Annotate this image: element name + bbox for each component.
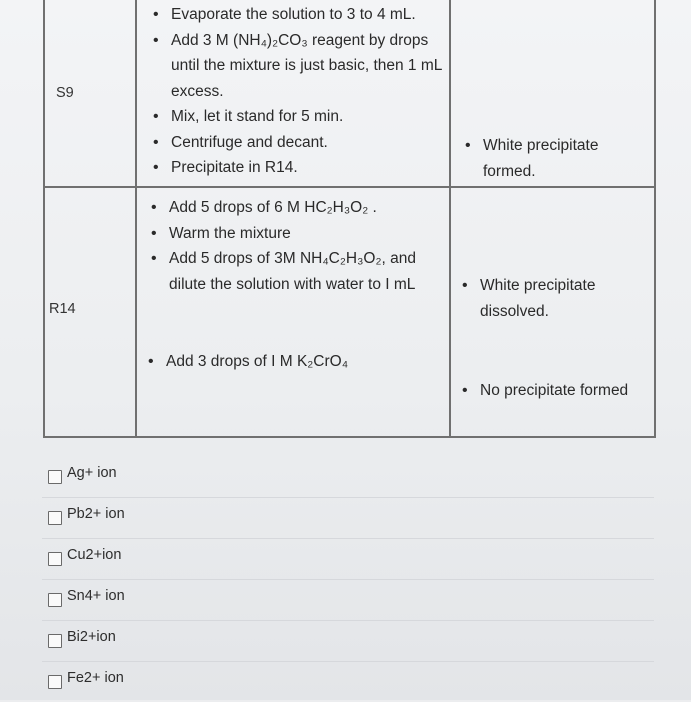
table-divider-2: [449, 0, 451, 438]
option-label: Fe2+ ion: [67, 670, 124, 686]
checkbox-icon[interactable]: [48, 552, 62, 566]
table-row-divider: [43, 186, 655, 188]
s9-steps-list: [151, 2, 447, 181]
option-label: Bi2+ion: [67, 629, 116, 645]
option-label: Cu2+ion: [67, 547, 122, 563]
r14-observation: • White precipitate dissolved.: [460, 273, 650, 324]
option-bi2-ion[interactable]: [42, 620, 654, 662]
checkbox-icon[interactable]: [48, 511, 62, 525]
list-item: • Mix, let it stand for 5 min.: [151, 104, 447, 130]
row-label-r14: R14: [49, 301, 76, 317]
list-item: • Precipitate in R14.: [151, 155, 447, 181]
option-sn4-ion[interactable]: [42, 579, 654, 621]
procedure-table: [43, 0, 655, 438]
checkbox-icon[interactable]: [48, 470, 62, 484]
option-cu2-ion[interactable]: [42, 538, 654, 580]
option-fe2-ion[interactable]: [42, 661, 654, 702]
row-label-s9: S9: [56, 85, 74, 101]
list-item: • Add 5 drops of 6 M HC₂H₃O₂ .: [149, 195, 449, 221]
table-border-bottom: [43, 436, 655, 438]
list-item: • Add 3 M (NH₄)₂CO₃ reagent by drops until the mixture is just basic, then 1 mL excess.: [151, 28, 447, 105]
checkbox-icon[interactable]: [48, 675, 62, 689]
option-label: Pb2+ ion: [67, 506, 125, 522]
list-item: • Add 5 drops of 3M NH₄C₂H₃O₂, and dilute the solution with water to I mL: [149, 246, 449, 297]
option-label: Sn4+ ion: [67, 588, 125, 604]
r14-steps-list: [149, 195, 449, 297]
option-label: Ag+ ion: [67, 465, 117, 481]
r14-observation-2: • No precipitate formed: [460, 378, 672, 404]
list-item: • Centrifuge and decant.: [151, 130, 447, 156]
table-divider-1: [135, 0, 137, 438]
checkbox-icon[interactable]: [48, 593, 62, 607]
s9-observation: • White precipitate formed.: [463, 133, 653, 184]
r14-steps-list-2: [146, 349, 446, 375]
option-ag-ion[interactable]: [42, 456, 654, 498]
checkbox-icon[interactable]: [48, 634, 62, 648]
table-border-left: [43, 0, 45, 438]
list-item: • Warm the mixture: [149, 221, 449, 247]
list-item: • Evaporate the solution to 3 to 4 mL.: [151, 2, 447, 28]
list-item: • Add 3 drops of I M K₂CrO₄: [146, 349, 446, 375]
option-pb2-ion[interactable]: [42, 497, 654, 539]
table-border-right: [654, 0, 656, 438]
